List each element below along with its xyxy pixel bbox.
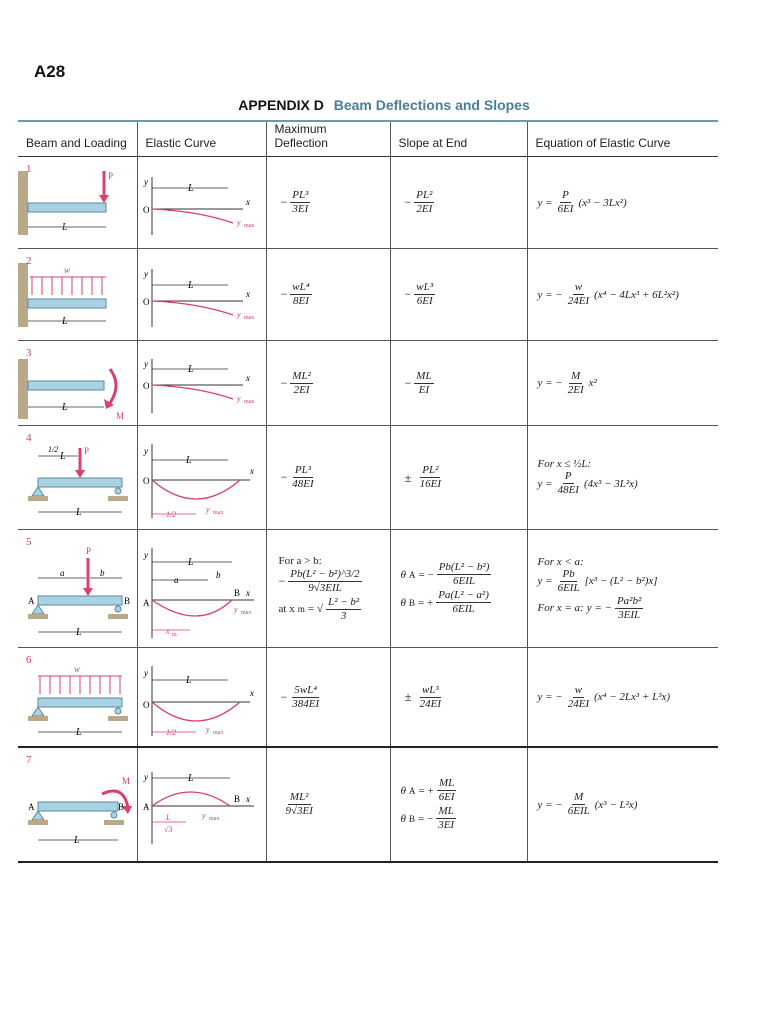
svg-text:y: y <box>143 269 148 279</box>
wall-icon <box>18 359 28 419</box>
svg-text:L: L <box>187 364 194 375</box>
beam-cell: 3 M L <box>18 341 137 426</box>
deflection-cell: − $\frac{\text{ML²}}{2EI}$ <box>266 341 390 426</box>
distributed-load-icon <box>40 676 120 694</box>
svg-text:L: L <box>187 557 194 568</box>
elastic-curve-6 <box>138 648 267 746</box>
deflection-cell: − $\frac{\text{wL⁴}}{8EI}$ <box>266 249 390 341</box>
pin-support-icon <box>32 707 44 716</box>
svg-text:x: x <box>245 289 250 299</box>
appendix-title <box>0 97 768 113</box>
svg-text:O: O <box>142 205 149 215</box>
svg-text:y: y <box>143 772 148 782</box>
curve-cell <box>137 157 266 249</box>
svg-text:max: max <box>212 730 223 736</box>
svg-text:L: L <box>187 773 194 784</box>
svg-text:x: x <box>245 794 250 804</box>
svg-text:b: b <box>100 568 105 578</box>
svg-text:B: B <box>118 802 125 812</box>
wall-icon <box>18 171 28 235</box>
beam-cell: 5 P a b A B L <box>18 530 137 648</box>
curve-cell <box>137 426 266 530</box>
beam-icon <box>38 802 118 811</box>
svg-text:y: y <box>236 394 241 403</box>
svg-text:max: max <box>240 610 251 616</box>
svg-text:O: O <box>142 297 149 307</box>
svg-text:B: B <box>233 794 240 804</box>
beam-icon <box>38 478 122 487</box>
load-arrow-icon <box>99 195 109 203</box>
svg-text:y: y <box>233 605 238 614</box>
appendix-subtitle: Beam Deflections and Slopes <box>333 97 530 113</box>
deflection-cell: − $\frac{\text{5wL⁴}}{384EI}$ <box>266 648 390 748</box>
svg-text:P: P <box>108 171 114 181</box>
cantilever-point-load-diagram <box>18 157 137 248</box>
svg-text:1/2: 1/2 <box>165 728 176 737</box>
svg-text:L: L <box>76 627 82 638</box>
svg-text:max: max <box>243 315 254 321</box>
svg-text:y: y <box>201 811 206 820</box>
equation-cell: For x ≤ ½L: y = $\frac{P}{48EI}$ (4x³ − 3L²x) <box>527 426 718 530</box>
col-equation: Equation of Elastic Curve <box>527 121 718 157</box>
svg-text:L: L <box>62 222 68 233</box>
deflection-cell: − $\frac{\text{PL³}}{48EI}$ <box>266 426 390 530</box>
beam-cell: 2 w L <box>18 249 137 341</box>
svg-text:y: y <box>236 310 241 319</box>
svg-text:max: max <box>243 223 254 229</box>
table-row <box>18 249 718 341</box>
col-beam: Beam and Loading <box>26 136 127 150</box>
header-row <box>18 121 718 157</box>
svg-text:L: L <box>76 507 82 518</box>
svg-text:M: M <box>116 411 125 421</box>
equation-cell: y = $\frac{P}{6EI}$ (x³ − 3Lx²) <box>527 157 718 249</box>
slope-cell: ± $\frac{\text{wL³}}{24EI}$ <box>390 648 527 748</box>
equation-cell: For x < a: y = $\frac{Pb}{\text{6EIL}}$ [x³ − (L² − b²)x] For x = a: y = − $\frac{\text{Pa²b²}}{\text{3EIL}}$ <box>527 530 718 648</box>
beam-cell: 4 P 1/2 L L <box>18 426 137 530</box>
slope-cell: θ A = + $\frac{ML}{6EI}$ θ B = − $\frac{ML}{3EI}$ <box>390 747 527 862</box>
svg-text:P: P <box>84 446 90 456</box>
roller-support-icon <box>115 606 121 612</box>
equation-cell: y = − $\frac{w}{24EI}$ (x⁴ − 4Lx³ + 6L²x²) <box>527 249 718 341</box>
slope-cell: ± $\frac{\text{PL²}}{16EI}$ <box>390 426 527 530</box>
svg-text:x: x <box>245 588 250 598</box>
deflection-cell: $\frac{\text{ML²}}{9√3EI}$ <box>266 747 390 862</box>
curve-cell <box>137 530 266 648</box>
svg-text:y: y <box>236 218 241 227</box>
cantilever-distributed-load-diagram <box>18 249 137 340</box>
elastic-curve-5 <box>138 530 267 647</box>
svg-text:O: O <box>142 700 149 710</box>
table-row <box>18 341 718 426</box>
svg-text:√3: √3 <box>163 825 172 834</box>
table-row <box>18 157 718 249</box>
svg-text:L: L <box>187 183 194 194</box>
elastic-curve-3 <box>138 341 267 425</box>
col-curve: Elastic Curve <box>137 121 266 157</box>
svg-text:L: L <box>62 316 68 327</box>
svg-text:A: A <box>28 802 35 812</box>
beam-icon <box>38 596 122 605</box>
svg-text:x: x <box>249 688 254 698</box>
table-row <box>18 747 718 862</box>
svg-text:y: y <box>143 359 148 369</box>
svg-text:M: M <box>122 776 131 786</box>
elastic-curve-2 <box>138 249 267 340</box>
svg-text:a: a <box>173 575 178 585</box>
equation-cell: y = − $\frac{w}{24EI}$ (x⁴ − 2Lx³ + L³x) <box>527 648 718 748</box>
beam-icon <box>38 698 122 707</box>
elastic-curve-4 <box>138 426 267 529</box>
svg-text:L: L <box>187 280 194 291</box>
svg-text:max: max <box>243 399 254 405</box>
roller-support-icon <box>111 812 117 818</box>
svg-text:w: w <box>64 265 71 275</box>
svg-text:y: y <box>143 446 148 456</box>
pin-support-icon <box>32 487 44 496</box>
svg-text:a: a <box>60 568 65 578</box>
col-deflection: Maximum Deflection <box>266 121 390 157</box>
svg-text:y: y <box>143 177 148 187</box>
svg-text:1/2: 1/2 <box>165 510 176 519</box>
svg-text:max: max <box>212 510 223 516</box>
svg-text:L: L <box>165 813 170 822</box>
svg-text:L: L <box>62 402 68 413</box>
svg-text:A: A <box>142 598 149 608</box>
page-number: A28 <box>34 62 66 81</box>
svg-text:P: P <box>86 546 92 556</box>
svg-text:b: b <box>215 570 220 580</box>
svg-text:L: L <box>185 675 192 686</box>
svg-text:x: x <box>245 373 250 383</box>
distributed-load-icon <box>32 277 102 295</box>
svg-text:x: x <box>165 627 170 636</box>
simple-beam-end-moment-diagram <box>18 748 137 861</box>
svg-text:y: y <box>143 668 148 678</box>
svg-text:max: max <box>208 816 219 822</box>
roller-support-icon <box>115 488 121 494</box>
deflection-cell: − $\frac{\text{PL³}}{3EI}$ <box>266 157 390 249</box>
curve-cell <box>137 648 266 748</box>
elastic-curve-7 <box>138 748 267 861</box>
table-row <box>18 648 718 748</box>
curve-cell <box>137 341 266 426</box>
slope-cell: − $\frac{\text{wL³}}{6EI}$ <box>390 249 527 341</box>
slope-cell: − $\frac{\text{PL²}}{2EI}$ <box>390 157 527 249</box>
deflection-cell: For a > b: − $\frac{\text{Pb(L² − b²)\textasciicircum{}3/2}}{\text{9√3EIL}}$ at x m = √ $\frac{\text{L² − b²}}{3}$ <box>266 530 390 648</box>
svg-text:1/2: 1/2 <box>48 445 59 454</box>
appendix-label: APPENDIX D <box>238 97 324 113</box>
moment-arrow-icon <box>110 369 116 403</box>
equation-cell: y = − $\frac{M}{\text{6EIL}}$ (x³ − L²x) <box>527 747 718 862</box>
load-arrow-icon <box>83 588 93 596</box>
equation-cell: y = − $\frac{M}{2EI}$ x² <box>527 341 718 426</box>
slope-cell: − $\frac{ML}{EI}$ <box>390 341 527 426</box>
beam-icon <box>28 203 106 212</box>
simple-beam-offset-load-diagram <box>18 530 137 647</box>
pin-support-icon <box>32 811 44 820</box>
svg-text:L: L <box>76 727 82 738</box>
svg-text:L: L <box>60 451 66 462</box>
svg-text:L: L <box>185 455 192 466</box>
table-row <box>18 530 718 648</box>
svg-text:O: O <box>142 381 149 391</box>
svg-text:x: x <box>249 466 254 476</box>
row-number: 1 <box>26 163 32 175</box>
beam-cell <box>18 157 137 249</box>
svg-text:B: B <box>124 596 131 606</box>
curve-cell <box>137 747 266 862</box>
beam-cell: 6 w L <box>18 648 137 748</box>
svg-text:L: L <box>74 835 80 846</box>
beam-icon <box>28 299 106 308</box>
beam-cell: 7 M A B L <box>18 747 137 862</box>
svg-text:B: B <box>233 588 240 598</box>
curve-cell <box>137 249 266 341</box>
svg-text:A: A <box>28 596 35 606</box>
svg-text:m: m <box>171 632 177 638</box>
cantilever-moment-diagram <box>18 341 137 425</box>
pin-support-icon <box>32 605 44 614</box>
svg-text:y: y <box>205 725 210 734</box>
svg-text:x: x <box>245 197 250 207</box>
slope-cell: θ A = − $\frac{\text{Pb(L² − b²)}}{\text{6EIL}}$ θ B = + $\frac{\text{Pa(L² − a²)}}{\text{6EIL}}$ <box>390 530 527 648</box>
svg-text:y: y <box>205 505 210 514</box>
svg-text:O: O <box>142 476 149 486</box>
wall-icon <box>18 263 28 327</box>
svg-text:w: w <box>74 664 81 674</box>
col-slope: Slope at End <box>390 121 527 157</box>
svg-text:y: y <box>143 550 148 560</box>
roller-support-icon <box>115 708 121 714</box>
table-row <box>18 426 718 530</box>
elastic-curve-1 <box>138 157 267 248</box>
simple-beam-distributed-load-diagram <box>18 648 137 746</box>
load-arrow-icon <box>75 470 85 478</box>
beam-table <box>18 120 718 863</box>
beam-icon <box>28 381 104 390</box>
svg-text:A: A <box>142 802 149 812</box>
simple-beam-center-load-diagram <box>18 426 137 529</box>
